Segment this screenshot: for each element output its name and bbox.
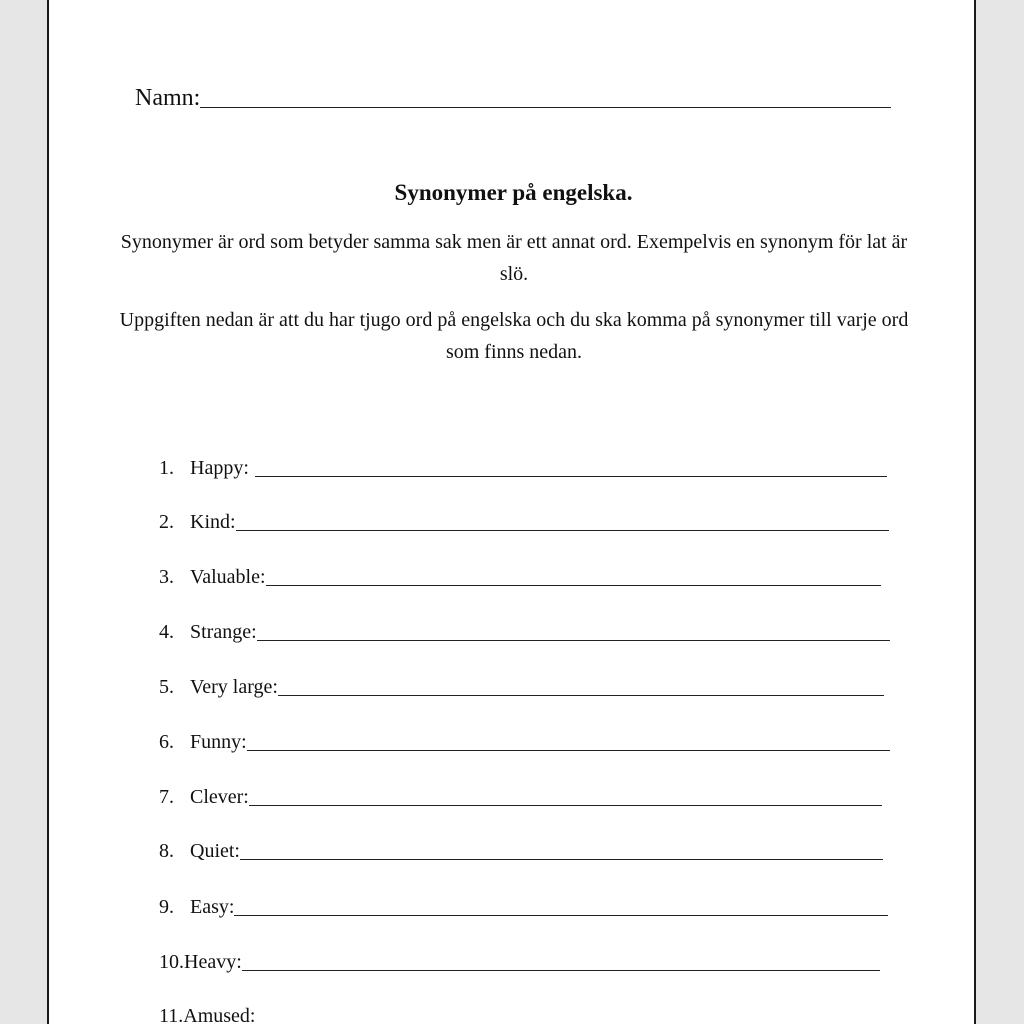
answer-line[interactable]	[266, 585, 881, 586]
item-word: Clever:	[190, 786, 249, 808]
intro-paragraph: Synonymer är ord som betyder samma sak men är ett annat ord. Exempelvis en synonym för lat är slö.	[120, 231, 908, 285]
item-number: 7.	[159, 786, 174, 808]
answer-line[interactable]	[278, 695, 884, 696]
name-label: Namn:	[135, 85, 201, 111]
list-item	[159, 996, 887, 1024]
item-word: Strange:	[190, 621, 257, 643]
list-item	[159, 831, 883, 863]
item-number: 5.	[159, 676, 174, 698]
list-item	[159, 448, 887, 480]
name-field-row	[135, 76, 891, 112]
answer-line[interactable]	[255, 476, 887, 477]
item-word: Very large:	[190, 676, 278, 698]
item-number: 8.	[159, 840, 174, 862]
worksheet-title: Synonymer på engelska.	[394, 180, 633, 205]
item-word: Heavy:	[184, 951, 242, 973]
item-number: 11.	[159, 1005, 184, 1024]
item-number: 3.	[159, 566, 174, 588]
answer-line[interactable]	[249, 805, 882, 806]
answer-line[interactable]	[236, 530, 889, 531]
list-item	[159, 722, 890, 754]
item-word: Kind:	[190, 511, 236, 533]
item-word: Amused:	[183, 1005, 256, 1024]
answer-line[interactable]	[234, 915, 888, 916]
item-word: Funny:	[190, 731, 247, 753]
item-number: 4.	[159, 621, 174, 643]
list-item	[159, 502, 889, 534]
item-word: Quiet:	[190, 840, 240, 862]
item-number: 1.	[159, 457, 174, 479]
item-number: 9.	[159, 896, 174, 918]
item-word: Valuable:	[190, 566, 266, 588]
list-item	[159, 887, 888, 919]
answer-line[interactable]	[257, 640, 890, 641]
list-item	[159, 557, 881, 589]
answer-line[interactable]	[242, 970, 880, 971]
answer-line[interactable]	[240, 859, 883, 860]
instruction-paragraph: Uppgiften nedan är att du har tjugo ord på engelska och du ska komma på synonymer till varje ord som finns nedan.	[119, 309, 909, 363]
worksheet-page	[47, 0, 976, 1024]
list-item	[159, 667, 884, 699]
item-word: Happy:	[190, 457, 249, 479]
item-number: 2.	[159, 511, 174, 533]
item-number: 6.	[159, 731, 174, 753]
list-item	[159, 942, 880, 974]
item-number: 10.	[159, 951, 184, 973]
list-item	[159, 777, 882, 809]
answer-line[interactable]	[247, 750, 890, 751]
list-item	[159, 612, 890, 644]
name-answer-line[interactable]	[200, 107, 891, 108]
item-word: Easy:	[190, 896, 235, 918]
